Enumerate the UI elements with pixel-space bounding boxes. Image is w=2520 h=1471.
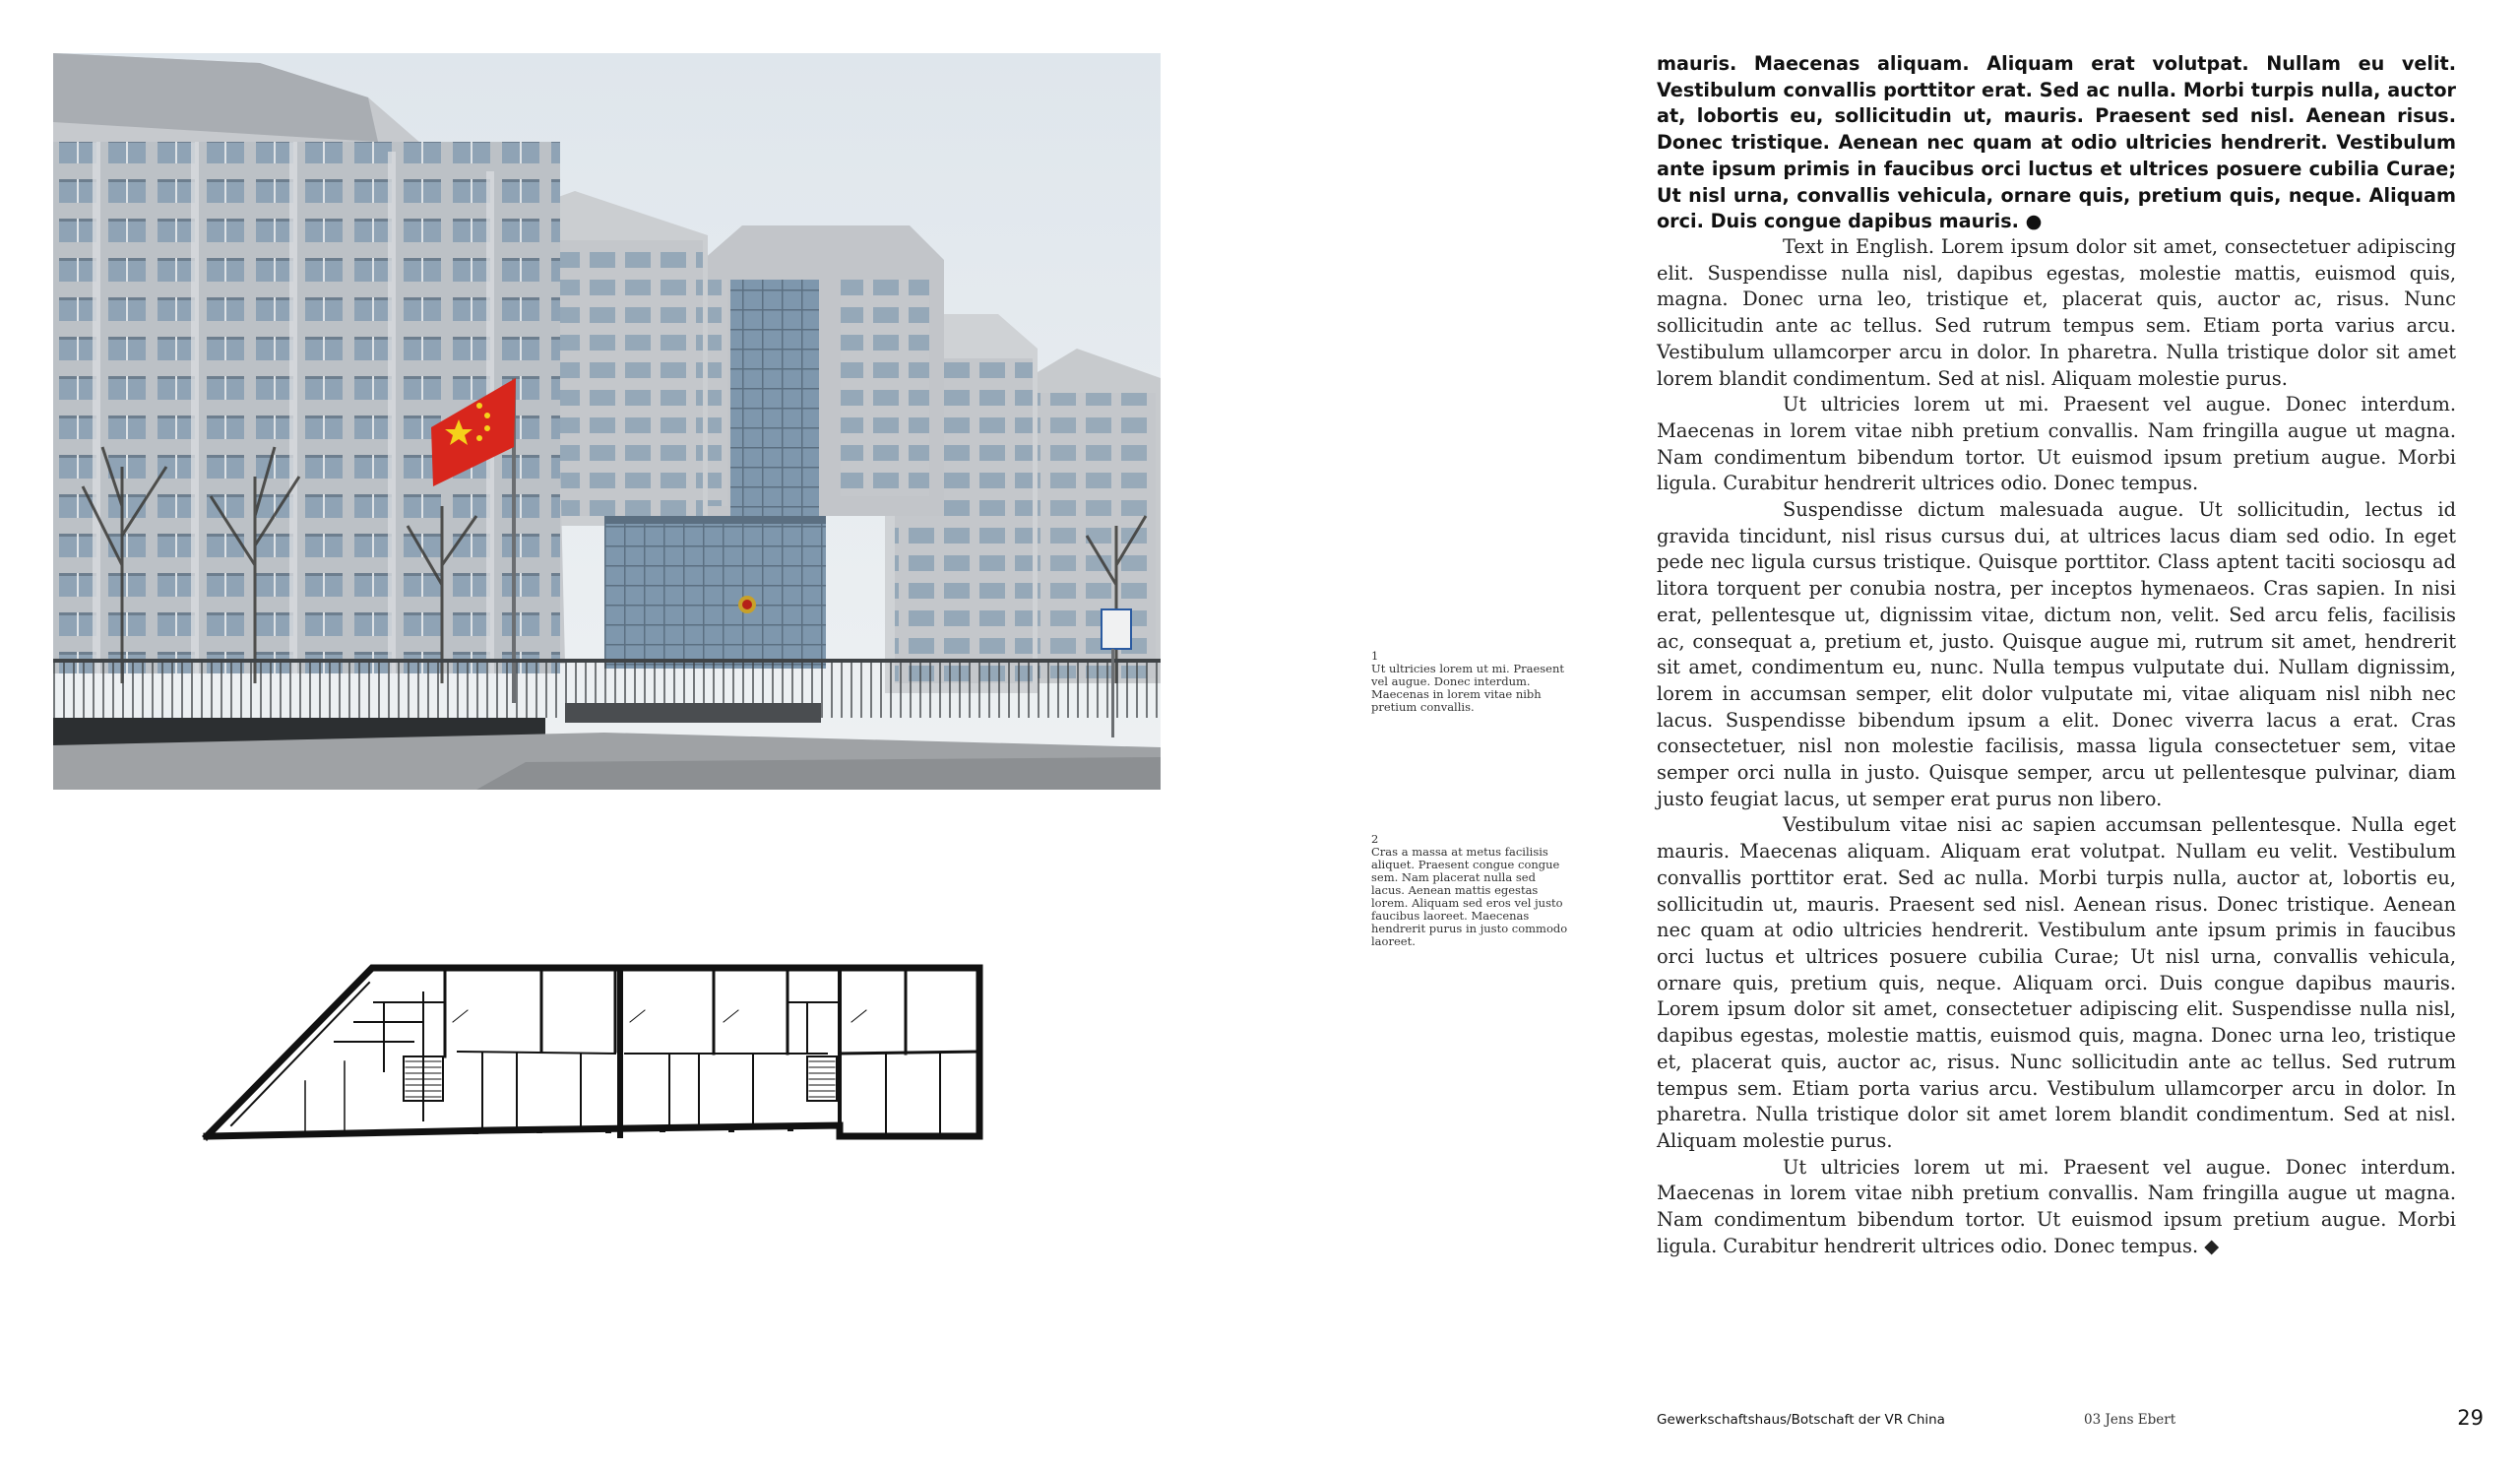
body-paragraph: Text in English. Lorem ipsum dolor sit amet, consectetuer adipiscing elit. Suspendisse nulla nisl, dapibus egestas, molestie mattis, euismod quis, magna. Donec urna leo, tristique et, placerat quis, auctor ac, risus. Nunc sollicitudin ante ac tellus. Sed rutrum tempus sem. Etiam porta varius arcu. Vestibulum ullamcorper arcu in dolor. In pharetra. Nulla tristique dolor sit amet lorem blandit condimentum. Sed at nisl. Aliquam molestie purus. [1657, 235, 2456, 390]
caption-text: Ut ultricies lorem ut mi. Praesent vel augue. Donec interdum. Maecenas in lorem vitae nibh pretium convallis. [1371, 662, 1565, 714]
caption-1 [1371, 650, 1568, 714]
caption-2 [1371, 833, 1568, 948]
body-paragraph: Ut ultricies lorem ut mi. Praesent vel augue. Donec interdum. Maecenas in lorem vitae nibh pretium convallis. Nam fringilla augue ut magna. Nam condimentum bibendum tortor. Ut euismod ipsum pretium augue. Morbi ligula. Curabitur hendrerit ultrices odio. Donec tempus. [1657, 393, 2456, 495]
body-paragraph: Vestibulum vitae nisi ac sapien accumsan pellentesque. Nulla eget mauris. Maecenas aliquam. Aliquam erat volutpat. Nullam eu velit. Vestibulum convallis porttitor erat. Sed ac nulla. Morbi turpis nulla, auctor at, lobortis eu, sollicitudin ut, mauris. Praesent sed nisl. Aenean risus. Donec tristique. Aenean nec quam at odio ultricies hendrerit. Vestibulum ante ipsum primis in faucibus orci luctus et ultrices posuere cubilia Curae; Ut nisl urna, convallis vehicula, ornare quis, pretium quis, neque. Aliquam orci. Duis congue dapibus mauris. Lorem ipsum dolor sit amet, consectetuer adipiscing elit. Suspendisse nulla nisl, dapibus egestas, molestie mattis, euismod quis, magna. Donec urna leo, tristique et, placerat quis, auctor ac, risus. Nunc sollicitudin ante ac tellus. Sed rutrum tempus sem. Etiam porta varius arcu. Vestibulum ullamcorper arcu in dolor. In pharetra. Nulla tristique dolor sit amet lorem blandit condimentum. Sed at nisl. Aliquam molestie purus. [1657, 813, 2456, 1152]
floor-plan-drawing [197, 963, 984, 1150]
caption-number: 1 [1371, 649, 1379, 663]
lead-paragraph: mauris. Maecenas aliquam. Aliquam erat volutpat. Nullam eu velit. Vestibulum convallis porttitor erat. Sed ac nulla. Morbi turpis nulla, auctor at, lobortis eu, sollicitudin ut, mauris. Praesent sed nisl. Aenean risus. Donec tristique. Aenean nec quam at odio ultricies hendrerit. Vestibulum ante ipsum primis in faucibus orci luctus et ultrices posuere cubilia Curae; Ut nisl urna, convallis vehicula, ornare quis, pretium quis, neque. Aliquam orci. Duis congue dapibus mauris. ● [1657, 52, 2456, 233]
page-number: 29 [2457, 1406, 2484, 1430]
caption-text: Cras a massa at metus facilisis aliquet. Praesent congue congue sem. Nam placerat nulla sed lacus. Aenean mattis egestas lorem. Aliquam sed eros vel justo faucibus laoreet. Maecenas hendrerit purus in justo commodo laoreet. [1371, 845, 1568, 948]
body-text [1657, 234, 2456, 1259]
chapter-author: 03 Jens Ebert [2084, 1412, 2176, 1428]
running-title: Gewerkschaftshaus/Botschaft der VR China [1657, 1412, 1945, 1428]
caption-number: 2 [1371, 832, 1379, 846]
body-paragraph: Ut ultricies lorem ut mi. Praesent vel augue. Donec interdum. Maecenas in lorem vitae nibh pretium convallis. Nam fringilla augue ut magna. Nam condimentum bibendum tortor. Ut euismod ipsum pretium augue. Morbi ligula. Curabitur hendrerit ultrices odio. Donec tempus. ◆ [1657, 1155, 2456, 1257]
embassy-building-photo [53, 53, 1161, 790]
body-paragraph: Suspendisse dictum malesuada augue. Ut sollicitudin, lectus id gravida tincidunt, nisl risus cursus dui, at ultrices lacus diam sed odio. In eget pede nec ligula cursus tristique. Quisque porttitor. Class aptent taciti sociosqu ad litora torquent per conubia nostra, per inceptos hymenaeos. Cras sapien. In nisi erat, pellentesque ut, dignissim vitae, dictum non, velit. Sed arcu felis, facilisis ac, consequat a, pretium et, justo. Quisque augue mi, rutrum sit amet, hendrerit sit amet, condimentum eu, nunc. Nulla tempus vulputate dui. Nullam dignissim, lorem in accumsan semper, elit dolor vulputate mi, vitae aliquam nisl nibh nec lacus. Suspendisse bibendum ipsum a elit. Donec viverra lacus a erat. Cras consectetuer, nisl non molestie facilisis, massa ligula consectetuer sem, vitae semper orci nulla in justo. Quisque semper, arcu ut pellentesque pulvinar, diam justo feugiat lacus, ut semper erat purus non libero. [1657, 498, 2456, 810]
